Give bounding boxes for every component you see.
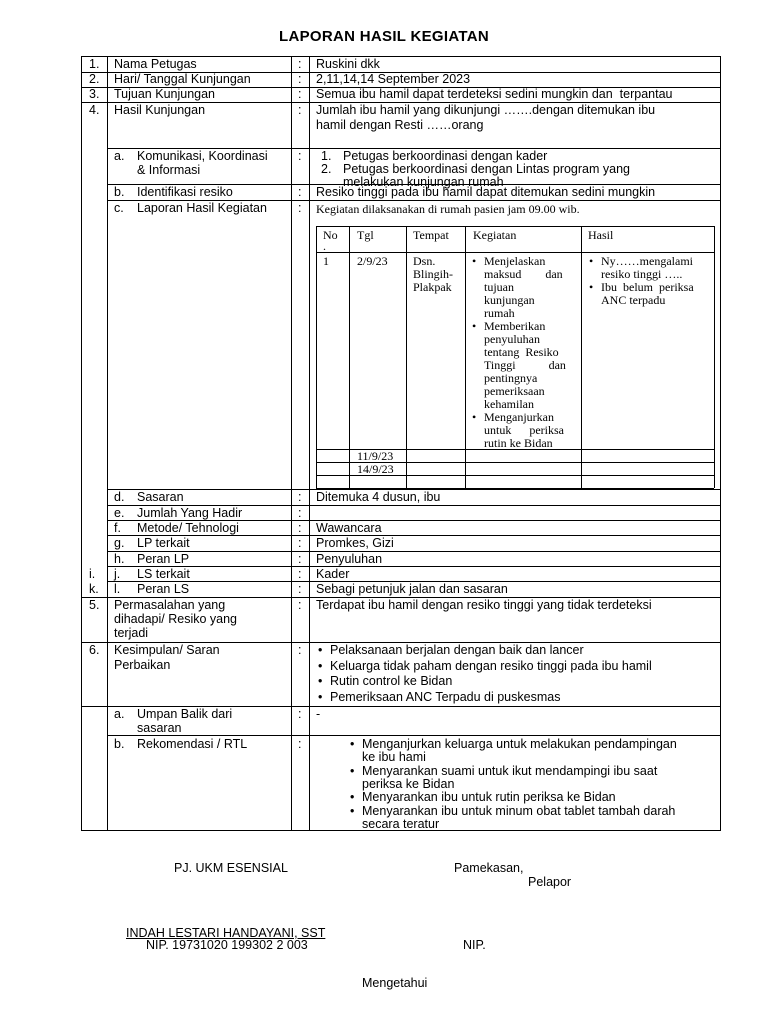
th-no: No xyxy=(323,228,338,242)
signer-left-nip: NIP. 19731020 199302 2 003 xyxy=(146,938,308,952)
hasil-item: resiko tinggi ….. xyxy=(601,267,683,281)
mengetahui-label: Mengetahui xyxy=(362,976,428,990)
colon: : xyxy=(298,103,302,117)
sub-label-line: Komunikasi, Koordinasi xyxy=(137,149,268,163)
col-divider-colon xyxy=(309,56,310,831)
td-tempat: Plakpak xyxy=(413,280,452,294)
sub-value: - xyxy=(316,707,321,721)
row-line xyxy=(107,735,721,736)
inner-line xyxy=(465,226,466,488)
row-value-line: hamil dengan Resti ……orang xyxy=(316,118,484,132)
kegiatan-item: • Menganjurkan xyxy=(484,411,554,424)
colon: : xyxy=(298,737,302,751)
colon: : xyxy=(298,185,302,199)
sub-value: Kader xyxy=(316,567,350,581)
colon: : xyxy=(298,582,302,596)
row-label-line: Perbaikan xyxy=(114,658,171,672)
row-number: 4. xyxy=(89,103,100,117)
sub-label-line: Umpan Balik dari xyxy=(137,707,233,721)
colon: : xyxy=(298,490,302,504)
row-number: 6. xyxy=(89,643,100,657)
colon: : xyxy=(298,598,302,612)
row-line xyxy=(107,566,721,567)
row-value: Terdapat ibu hamil dengan resiko tinggi yang tidak terdeteksi xyxy=(316,598,652,612)
sub-label: Laporan Hasil Kegiatan xyxy=(137,201,267,215)
signer-left-name: INDAH LESTARI HANDAYANI, SST xyxy=(126,926,326,940)
kegiatan-item: • Menjelaskan xyxy=(484,255,545,268)
td-tempat: Blingih- xyxy=(413,267,454,281)
sub-label: Sasaran xyxy=(137,490,184,504)
kesimpulan-item: • Pemeriksaan ANC Terpadu di puskesmas xyxy=(330,691,560,705)
kegiatan-intro: Kegiatan dilaksanakan di rumah pasien jam 09.00 wib. xyxy=(316,202,580,216)
kegiatan-item: maksud dan xyxy=(484,267,563,281)
sub-label: Peran LP xyxy=(137,552,190,566)
signer-right-place: Pamekasan, xyxy=(454,861,524,875)
sub-letter: c. xyxy=(114,201,124,215)
row-label-line: Permasalahan yang xyxy=(114,598,226,612)
hasil-item: • Ny……mengalami xyxy=(601,255,693,268)
td-tgl: 14/9/23 xyxy=(357,462,394,476)
rekomendasi-item: periksa ke Bidan xyxy=(362,777,455,791)
sub-letter: l. xyxy=(114,582,121,596)
kegiatan-item: pentingnya xyxy=(484,371,538,385)
sub-label: Jumlah Yang Hadir xyxy=(137,506,243,520)
sub-value: Resiko tinggi pada ibu hamil dapat ditemukan sedini mungkin xyxy=(316,185,656,199)
row-label: Hasil Kunjungan xyxy=(114,103,206,117)
list-item: Petugas berkoordinasi dengan kader xyxy=(343,149,548,163)
sub-letter: h. xyxy=(114,552,125,566)
kesimpulan-item: • Pelaksanaan berjalan dengan baik dan lancer xyxy=(330,644,584,658)
row-value: Ruskini dkk xyxy=(316,57,380,71)
th-tempat: Tempat xyxy=(413,228,449,242)
row-number: 3. xyxy=(89,87,100,101)
inner-line xyxy=(714,226,715,488)
th-tgl: Tgl xyxy=(357,228,374,242)
colon: : xyxy=(298,707,302,721)
colon: : xyxy=(298,643,302,657)
outer-letter: k. xyxy=(89,582,99,596)
rekomendasi-item: • Menyarankan ibu untuk minum obat tablet tambah darah xyxy=(362,805,675,819)
kesimpulan-item: • Rutin control ke Bidan xyxy=(330,675,452,689)
sub-value: Ditemuka 4 dusun, ibu xyxy=(316,490,441,504)
rekomendasi-item: • Menyarankan ibu untuk rutin periksa ke Bidan xyxy=(362,791,616,805)
sub-label-line: & Informasi xyxy=(137,163,201,177)
signer-left-role: PJ. UKM ESENSIAL xyxy=(174,861,288,875)
colon: : xyxy=(298,72,302,86)
signer-right-nip: NIP. xyxy=(463,938,486,952)
row-label-line: dihadapi/ Resiko yang xyxy=(114,612,237,626)
list-item: Petugas berkoordinasi dengan Lintas program yang xyxy=(343,162,630,176)
sub-letter: j. xyxy=(114,567,121,581)
row-label-line: terjadi xyxy=(114,626,149,640)
sub-letter: b. xyxy=(114,185,125,199)
sub-label: Metode/ Tehnologi xyxy=(137,521,239,535)
row-value: Semua ibu hamil dapat terdeteksi sedini mungkin dan terpantau xyxy=(316,87,673,101)
colon: : xyxy=(298,149,302,163)
colon: : xyxy=(298,57,302,71)
page-title: LAPORAN HASIL KEGIATAN xyxy=(279,28,489,45)
inner-line xyxy=(316,226,714,227)
row-label: Hari/ Tanggal Kunjungan xyxy=(114,72,251,86)
row-number: 1. xyxy=(89,57,100,71)
rekomendasi-item: ke ibu hami xyxy=(362,750,426,764)
kegiatan-item: rumah xyxy=(484,306,515,320)
kegiatan-item: penyuluhan xyxy=(484,332,540,346)
colon: : xyxy=(298,87,302,101)
sub-value: Penyuluhan xyxy=(316,552,383,566)
td-no: 1 xyxy=(323,254,329,268)
inner-line xyxy=(406,226,407,488)
sub-label: LP terkait xyxy=(137,536,190,550)
colon: : xyxy=(298,506,302,520)
th-kegiatan: Kegiatan xyxy=(473,228,517,242)
table-border-right xyxy=(720,56,721,831)
td-tgl: 11/9/23 xyxy=(357,449,394,463)
td-tgl: 2/9/23 xyxy=(357,254,388,268)
row-label: Nama Petugas xyxy=(114,57,197,71)
inner-line xyxy=(581,226,582,488)
sub-letter: b. xyxy=(114,737,125,751)
col-divider-number xyxy=(107,56,108,831)
sub-label: Identifikasi resiko xyxy=(137,185,233,199)
table-border-left xyxy=(81,56,82,831)
list-number: 1. xyxy=(321,149,332,163)
row-number: 2. xyxy=(89,72,100,86)
sub-letter: e. xyxy=(114,506,125,520)
kegiatan-item: kunjungan xyxy=(484,293,535,307)
sub-label-line: sasaran xyxy=(137,721,182,735)
rekomendasi-item: • Menyarankan suami untuk ikut mendampingi ibu saat xyxy=(362,765,657,779)
colon: : xyxy=(298,521,302,535)
outer-letter: i. xyxy=(89,567,96,581)
sub-letter: d. xyxy=(114,490,125,504)
kegiatan-item: pemeriksaan xyxy=(484,384,545,398)
sub-label: Rekomendasi / RTL xyxy=(137,737,248,751)
col-divider-label xyxy=(291,56,292,831)
hasil-item: • Ibu belum periksa xyxy=(601,281,694,294)
hasil-item: ANC terpadu xyxy=(601,293,666,307)
sub-value: Promkes, Gizi xyxy=(316,536,394,550)
row-value-line: Jumlah ibu hamil yang dikunjungi …….dengan ditemukan ibu xyxy=(316,103,656,117)
sub-label: LS terkait xyxy=(137,567,190,581)
kegiatan-item: untuk periksa xyxy=(484,423,564,437)
row-value: 2,11,14,14 September 2023 xyxy=(316,72,471,86)
sub-value: Wawancara xyxy=(316,521,382,535)
th-no-dot: . xyxy=(323,239,326,253)
inner-line xyxy=(316,488,714,489)
kegiatan-item: • Memberikan xyxy=(484,320,545,333)
row-label-line: Kesimpulan/ Saran xyxy=(114,643,220,657)
rekomendasi-item: • Menganjurkan keluarga untuk melakukan pendampingan xyxy=(362,738,677,752)
kegiatan-item: tujuan xyxy=(484,280,514,294)
inner-line xyxy=(316,252,714,253)
kesimpulan-item: • Keluarga tidak paham dengan resiko tinggi pada ibu hamil xyxy=(330,660,652,674)
kegiatan-item: rutin ke Bidan xyxy=(484,436,553,450)
signer-right-role: Pelapor xyxy=(528,875,572,889)
inner-line xyxy=(316,226,317,488)
row-line xyxy=(107,551,721,552)
sub-label: Peran LS xyxy=(137,582,190,596)
sub-letter: g. xyxy=(114,536,125,550)
colon: : xyxy=(298,201,302,215)
colon: : xyxy=(298,567,302,581)
sub-value: Sebagi petunjuk jalan dan sasaran xyxy=(316,582,508,596)
list-item: melakukan kunjungan rumah xyxy=(343,175,504,189)
row-label: Tujuan Kunjungan xyxy=(114,87,216,101)
kegiatan-item: kehamilan xyxy=(484,397,534,411)
sub-letter: a. xyxy=(114,149,125,163)
row-number: 5. xyxy=(89,598,100,612)
sub-letter: a. xyxy=(114,707,125,721)
kegiatan-item: tentang Resiko xyxy=(484,345,559,359)
th-hasil: Hasil xyxy=(588,228,614,242)
colon: : xyxy=(298,552,302,566)
rekomendasi-item: secara teratur xyxy=(362,817,440,831)
colon: : xyxy=(298,536,302,550)
inner-line xyxy=(349,226,350,488)
sub-letter: f. xyxy=(114,521,121,535)
td-tempat: Dsn. xyxy=(413,254,436,268)
kegiatan-item: Tinggi dan xyxy=(484,358,566,372)
list-number: 2. xyxy=(321,162,332,176)
